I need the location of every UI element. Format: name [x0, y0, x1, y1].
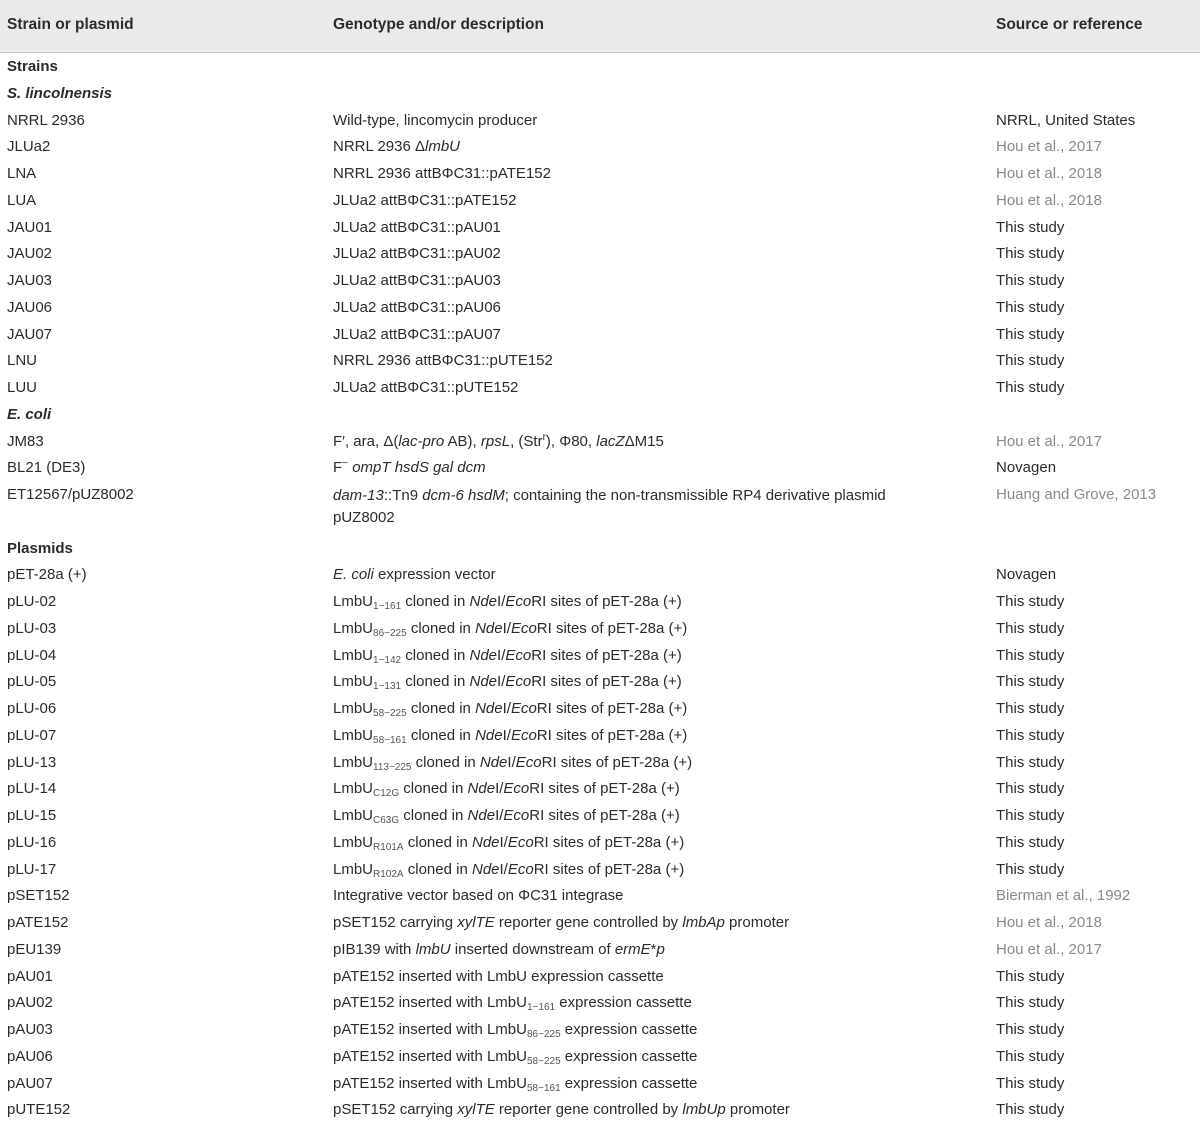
strain-name: ET12567/pUZ8002 [7, 486, 134, 503]
genotype-description: Integrative vector based on ΦC31 integrase [333, 887, 624, 905]
source-label: Novagen [996, 566, 1057, 584]
table-row [0, 883, 1200, 910]
source-label: This study [996, 807, 1065, 824]
genotype-description: F− ompT hsdS gal dcm [333, 458, 486, 477]
table-row [0, 776, 1200, 803]
section-e-coli-label: E. coli [7, 405, 52, 423]
reference-citation: Hou et al., 2017 [996, 940, 1102, 958]
table-row [0, 268, 1200, 295]
source-label: This study [996, 1047, 1065, 1065]
table-row [0, 161, 1200, 188]
table-row [0, 188, 1200, 215]
genotype-description: JLUa2 attBΦC31::pAU01 [333, 218, 501, 236]
source-label: This study [996, 1101, 1065, 1119]
section-plasmids [0, 536, 1200, 563]
strain-name: JM83 [7, 432, 44, 450]
source-label: This study [996, 967, 1065, 985]
source-label: This study [996, 700, 1065, 717]
table-row [0, 750, 1200, 777]
reference-citation: Hou et al., 2018 [996, 191, 1102, 209]
source-label: This study [996, 673, 1065, 691]
source-label: This study [996, 726, 1065, 744]
genotype-description: JLUa2 attBΦC31::pATE152 [333, 191, 517, 209]
table-row [0, 990, 1200, 1017]
section-plasmids-label: Plasmids [7, 539, 73, 557]
table-row [0, 1044, 1200, 1071]
table-row [0, 1071, 1200, 1098]
strain-name: LUU [7, 379, 38, 396]
header-source-reference: Source or reference [996, 16, 1143, 33]
strain-name: JAU02 [7, 245, 53, 263]
table-row [0, 616, 1200, 643]
genotype-description: LmbU$_{R102A}$ cloned in NdeI/EcoRI sites of pET-28a (+) [333, 860, 685, 880]
genotype-description: dam-13::Tn9 dcm-6 hsdM; containing the non-transmissible RP4 derivative plasmid pUZ8002 [333, 487, 886, 526]
table-row [0, 910, 1200, 937]
header-genotype-description: Genotype and/or description [333, 16, 544, 33]
source-label: This study [996, 833, 1065, 851]
genotype-description: LmbU$_{C12G}$ cloned in NdeI/EcoRI sites of pET-28a (+) [333, 780, 680, 800]
table-row [0, 375, 1200, 402]
genotype-description: LmbU$_{86-225}$ cloned in NdeI/EcoRI sites of pET-28a (+) [333, 619, 688, 639]
genotype-description: pATE152 inserted with LmbU$_{58-225}$ expression cassette [333, 1047, 698, 1067]
genotype-description: LmbU$_{C63G}$ cloned in NdeI/EcoRI sites of pET-28a (+) [333, 807, 680, 826]
genotype-description: Wild-type, lincomycin producer [333, 111, 538, 129]
genotype-description: LmbU$_{113-225}$ cloned in NdeI/EcoRI sites of pET-28a (+) [333, 753, 693, 773]
strain-name: pLU-16 [7, 833, 57, 851]
section-s-lincolnensis-label: S. lincolnensis [7, 84, 113, 102]
source-label: This study [996, 272, 1065, 289]
genotype-description: JLUa2 attBΦC31::pAU06 [333, 298, 501, 316]
source-label: NRRL, United States [996, 111, 1136, 129]
genotype-description: JLUa2 attBΦC31::pAU03 [333, 272, 501, 289]
strain-name: LNU [7, 352, 38, 370]
table-row [0, 696, 1200, 723]
strain-name: pAU06 [7, 1047, 53, 1065]
reference-citation: Hou et al., 2018 [996, 165, 1102, 182]
reference-citation: Hou et al., 2018 [996, 914, 1102, 931]
genotype-description: LmbU$_{58-161}$ cloned in NdeI/EcoRI sites of pET-28a (+) [333, 726, 688, 746]
source-label: This study [996, 325, 1065, 343]
strain-name: pLU-04 [7, 646, 57, 664]
genotype-description: LmbU$_{58-225}$ cloned in NdeI/EcoRI sites of pET-28a (+) [333, 700, 688, 719]
table-row [0, 241, 1200, 268]
genotype-description: F′, ara, Δ(lac-pro AB), rpsL, (Str$^r$), Φ80, lacZΔM15 [333, 431, 664, 450]
strain-name: pLU-07 [7, 726, 57, 744]
strain-name: pLU-14 [7, 780, 57, 798]
strain-name: pUTE152 [7, 1101, 71, 1119]
strain-name: pATE152 [7, 914, 69, 931]
table-row [0, 964, 1200, 991]
strain-name: pLU-05 [7, 673, 57, 691]
strain-name: JLUa2 [7, 138, 51, 156]
source-label: This study [996, 780, 1065, 798]
strain-name: NRRL 2936 [7, 111, 85, 129]
table-row [0, 830, 1200, 857]
reference-citation: Bierman et al., 1992 [996, 887, 1131, 905]
table-row [0, 429, 1200, 456]
strain-name: pLU-15 [7, 807, 57, 824]
strain-name: pLU-03 [7, 619, 57, 637]
table-row [0, 215, 1200, 242]
table-row [0, 589, 1200, 616]
strain-name: JAU07 [7, 325, 53, 343]
source-label: This study [996, 352, 1065, 370]
strain-name: pAU03 [7, 1021, 53, 1038]
genotype-description: LmbU$_{1-131}$ cloned in NdeI/EcoRI sites of pET-28a (+) [333, 673, 682, 693]
source-label: Novagen [996, 459, 1057, 477]
strain-name: pLU-13 [7, 753, 57, 771]
genotype-description: JLUa2 attBΦC31::pAU02 [333, 245, 501, 263]
strain-name: pLU-17 [7, 860, 57, 878]
table-row [0, 455, 1200, 482]
strain-name: pSET152 [7, 887, 70, 905]
genotype-description: E. coli expression vector [333, 566, 496, 584]
section-strains-label: Strains [7, 58, 58, 75]
table-row [0, 937, 1200, 964]
strain-name: JAU01 [7, 218, 53, 236]
source-label: This study [996, 619, 1065, 637]
source-label: This study [996, 593, 1065, 610]
source-label: This study [996, 646, 1065, 664]
strain-name: pLU-06 [7, 700, 57, 717]
reference-citation: Hou et al., 2017 [996, 138, 1102, 156]
source-label: This study [996, 298, 1065, 316]
header-strain-or-plasmid: Strain or plasmid [7, 16, 134, 33]
genotype-description: NRRL 2936 attBΦC31::pUTE152 [333, 352, 553, 370]
reference-citation: Hou et al., 2017 [996, 432, 1102, 450]
table-row [0, 643, 1200, 670]
table-row [0, 1017, 1200, 1044]
genotype-description: LmbU$_{1-142}$ cloned in NdeI/EcoRI sites of pET-28a (+) [333, 646, 682, 666]
genotype-description: pATE152 inserted with LmbU$_{58-161}$ expression cassette [333, 1074, 698, 1094]
section-strains [0, 54, 1200, 81]
strain-name: BL21 (DE3) [7, 459, 86, 477]
genotype-description: JLUa2 attBΦC31::pAU07 [333, 325, 501, 343]
strain-name: pET-28a (+) [7, 566, 87, 584]
genotype-description: pATE152 inserted with LmbU expression cassette [333, 967, 664, 985]
table-row [0, 669, 1200, 696]
source-label: This study [996, 218, 1065, 236]
genotype-description: pSET152 carrying xylTE reporter gene controlled by lmbUp promoter [333, 1101, 790, 1119]
section-s-lincolnensis [0, 81, 1200, 108]
table-row [0, 803, 1200, 830]
strain-name: JAU06 [7, 298, 53, 316]
genotype-description: pATE152 inserted with LmbU$_{1-161}$ expression cassette [333, 994, 692, 1014]
source-label: This study [996, 379, 1065, 396]
source-label: This study [996, 245, 1065, 263]
table-row [0, 134, 1200, 161]
strain-name: pAU02 [7, 994, 53, 1012]
table-row [0, 1097, 1200, 1124]
genotype-description: NRRL 2936 attBΦC31::pATE152 [333, 165, 551, 182]
genotype-description: LmbU$_{1-161}$ cloned in NdeI/EcoRI sites of pET-28a (+) [333, 593, 682, 612]
strain-name: LUA [7, 191, 37, 209]
strain-name: pAU01 [7, 967, 53, 985]
source-label: This study [996, 994, 1065, 1012]
table-row [0, 108, 1200, 135]
strain-name: pEU139 [7, 940, 62, 958]
section-e-coli [0, 402, 1200, 429]
genotype-description: JLUa2 attBΦC31::pUTE152 [333, 379, 519, 396]
source-label: This study [996, 1021, 1065, 1038]
strain-name: pAU07 [7, 1074, 53, 1092]
source-label: This study [996, 753, 1065, 771]
strain-name: pLU-02 [7, 593, 57, 610]
strain-name: JAU03 [7, 272, 53, 289]
table-row [0, 322, 1200, 349]
genotype-description: LmbU$_{R101A}$ cloned in NdeI/EcoRI sites of pET-28a (+) [333, 833, 685, 853]
genotype-description: pSET152 carrying xylTE reporter gene controlled by lmbAp promoter [333, 914, 790, 931]
source-label: This study [996, 1074, 1065, 1092]
source-label: This study [996, 860, 1065, 878]
table-row [0, 562, 1200, 589]
table-row [0, 295, 1200, 322]
table-row [0, 348, 1200, 375]
table-header-row [0, 0, 1200, 53]
genotype-description: pIB139 with lmbU inserted downstream of ermE*p [333, 940, 665, 958]
genotype-description: NRRL 2936 ΔlmbU [333, 138, 461, 156]
strain-name: LNA [7, 165, 37, 182]
table-row [0, 723, 1200, 750]
genotype-description: pATE152 inserted with LmbU$_{86-225}$ expression cassette [333, 1021, 698, 1040]
reference-citation: Huang and Grove, 2013 [996, 486, 1157, 503]
table-row [0, 857, 1200, 884]
table-row [0, 482, 1200, 536]
